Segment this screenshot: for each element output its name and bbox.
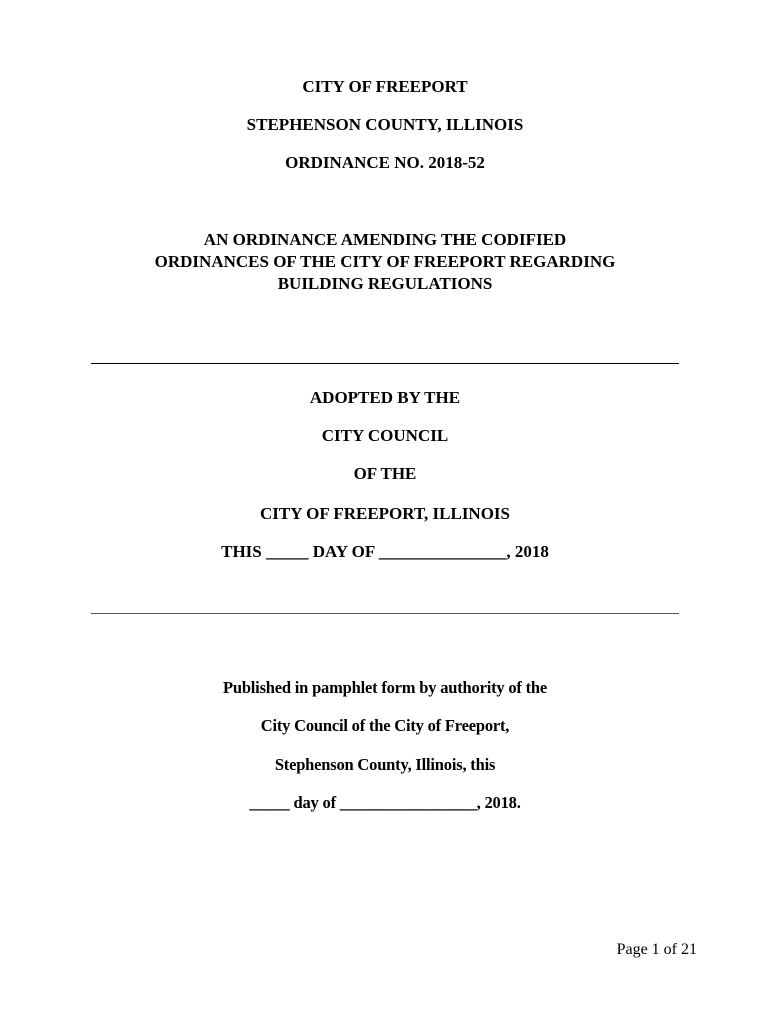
publication-line-3: Stephenson County, Illinois, this (274, 755, 496, 774)
city-of-freeport-line: CITY OF FREEPORT, ILLINOIS (259, 504, 511, 523)
adopted-by-line: ADOPTED BY THE (309, 388, 461, 407)
page-number: Page 1 of 21 (616, 941, 697, 958)
top-divider (91, 363, 679, 364)
bottom-divider (91, 613, 679, 614)
ordinance-title-line-3: BUILDING REGULATIONS (277, 274, 493, 293)
county-heading: STEPHENSON COUNTY, ILLINOIS (246, 115, 524, 134)
of-the-line: OF THE (353, 464, 417, 483)
ordinance-title-line-1: AN ORDINANCE AMENDING THE CODIFIED (203, 230, 567, 249)
ordinance-number: ORDINANCE NO. 2018-52 (285, 153, 485, 172)
ordinance-title-line-2: ORDINANCES OF THE CITY OF FREEPORT REGARDING (154, 252, 616, 271)
publication-line-2: City Council of the City of Freeport, (260, 716, 510, 735)
publication-date-line: _____ day of _________________, 2018. (249, 793, 521, 812)
city-heading: CITY OF FREEPORT (302, 77, 468, 96)
city-council-line: CITY COUNCIL (321, 426, 449, 445)
publication-line-1: Published in pamphlet form by authority of the (222, 678, 548, 697)
adoption-date-line: THIS _____ DAY OF _______________, 2018 (221, 542, 549, 561)
